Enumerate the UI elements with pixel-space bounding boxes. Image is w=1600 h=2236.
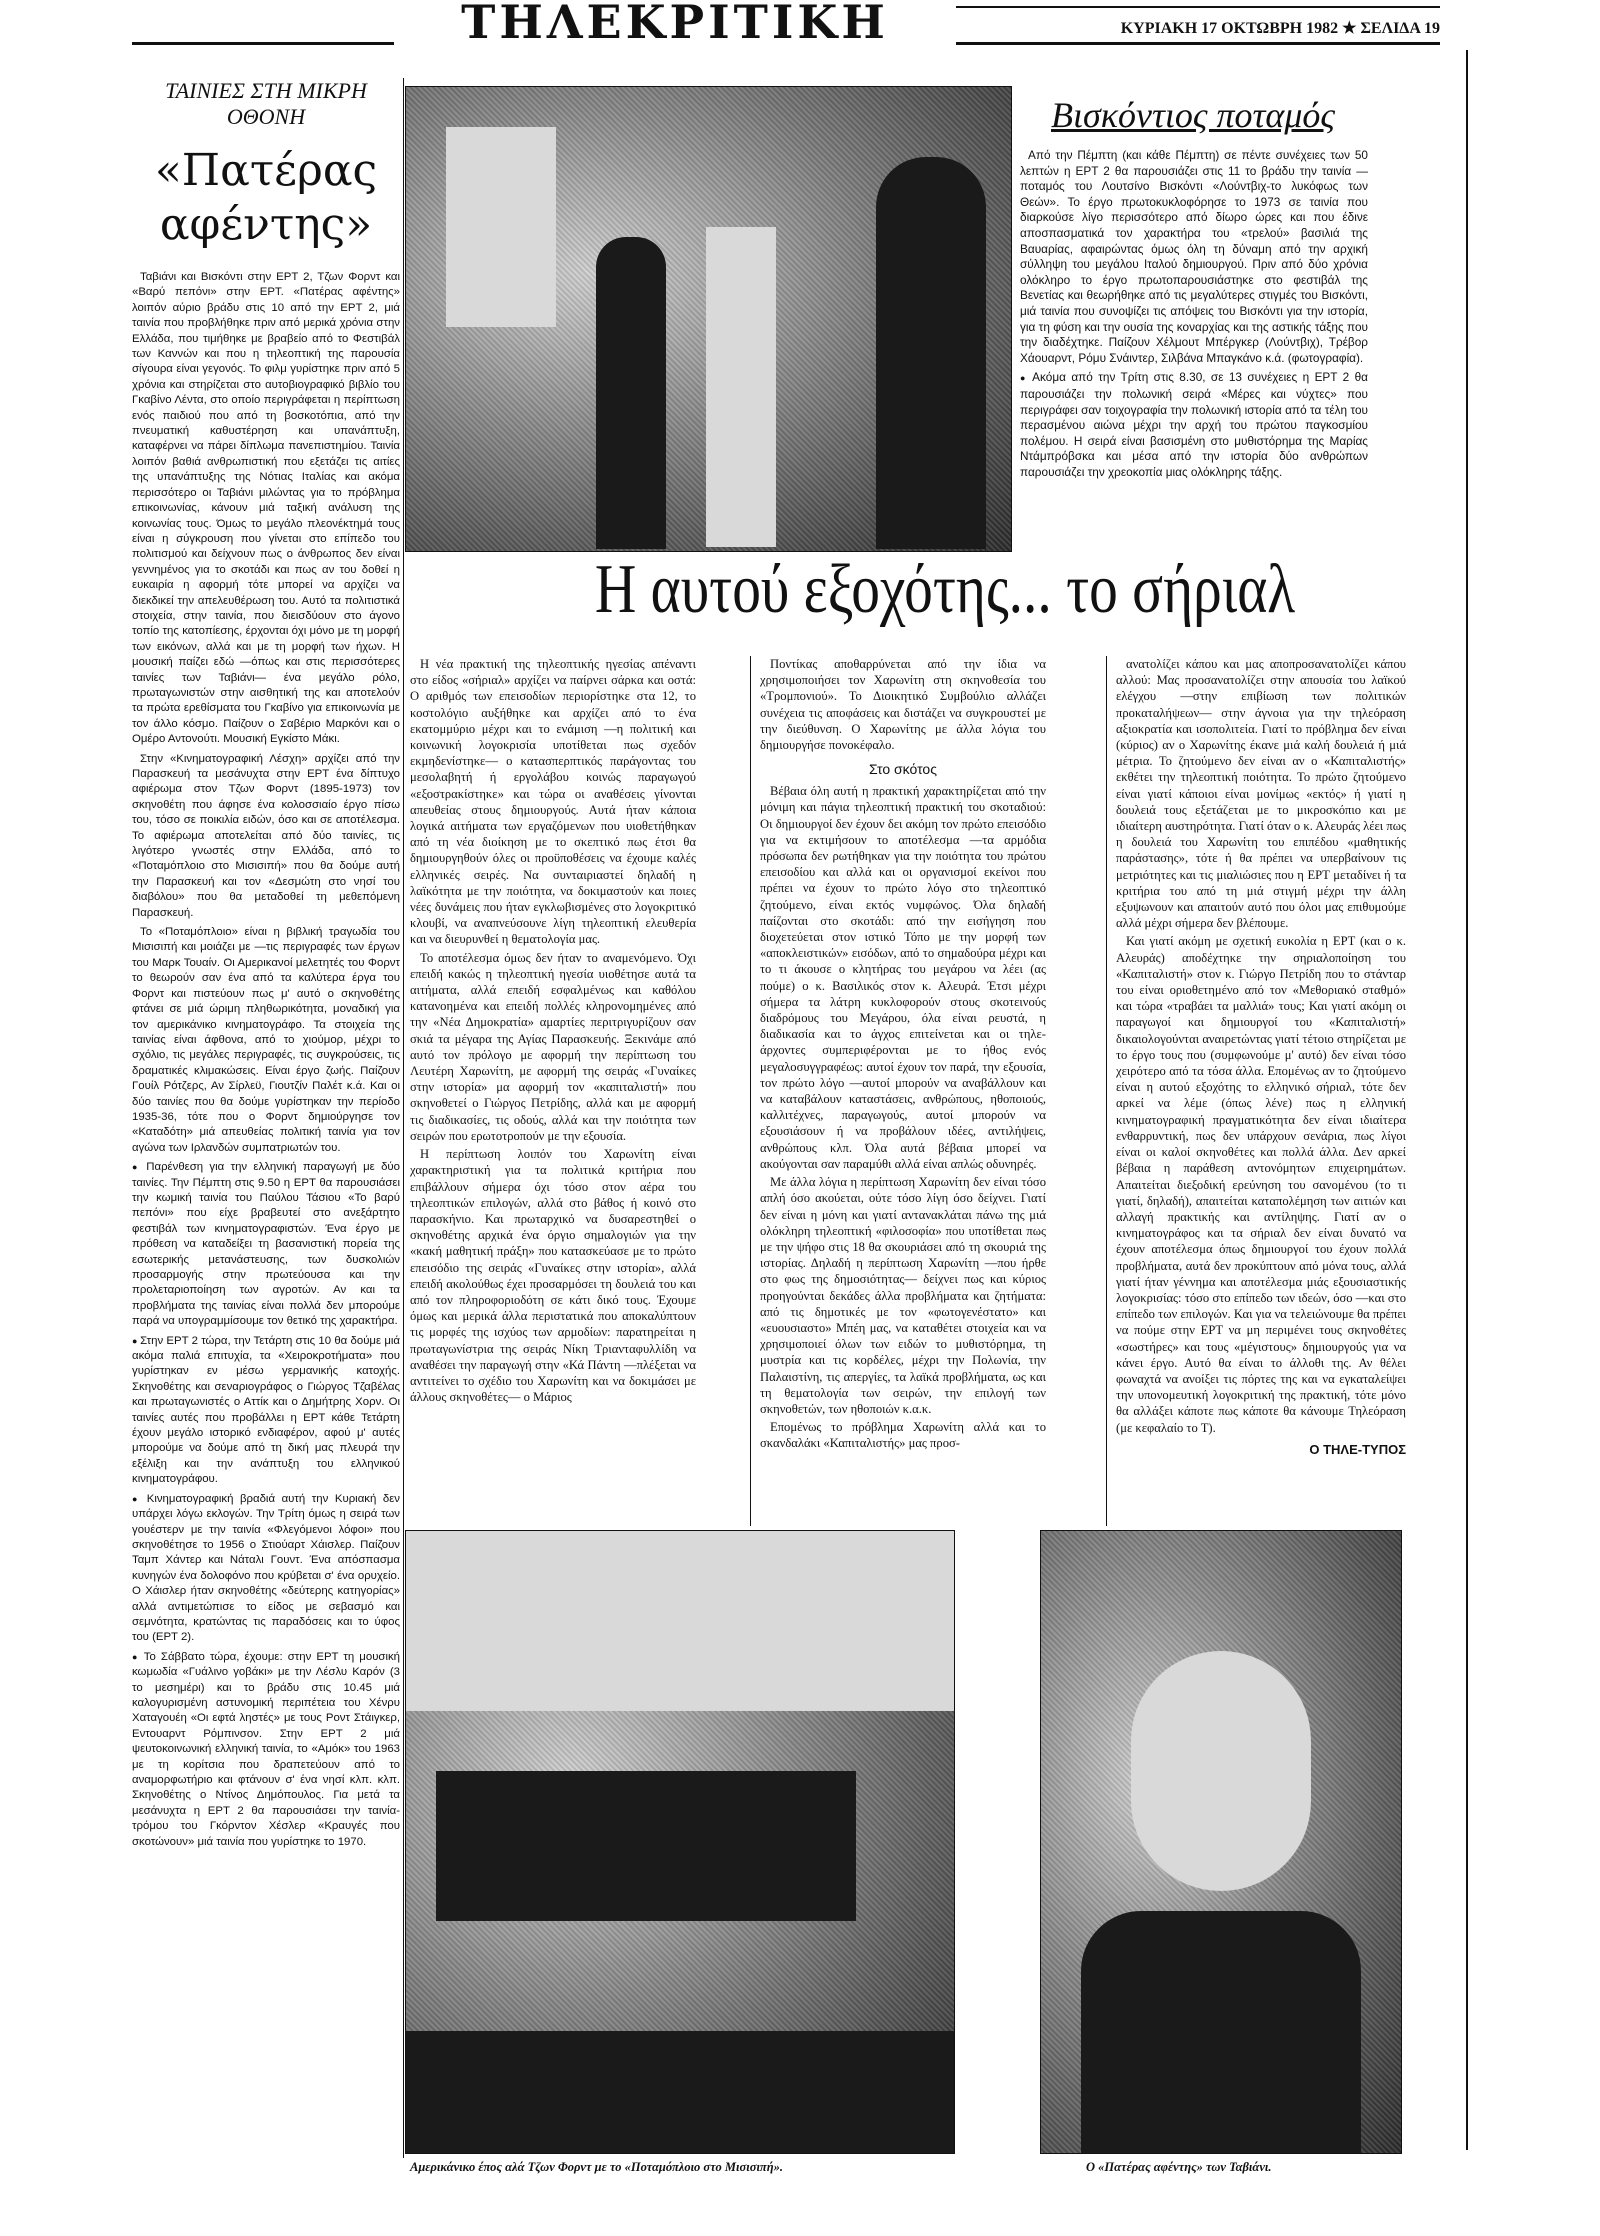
- left-kicker: ΤΑΙΝΙΕΣ ΣΤΗ ΜΙΚΡΗ ΟΘΟΝΗ: [165, 78, 367, 129]
- caption-right: Ο «Πατέρας αφέντης» των Ταβιάνι.: [1086, 2160, 1272, 2174]
- left-paragraph: Στην «Κινηματογραφική Λέσχη» αρχίζει από την Παρασκευή τα μεσάνυχτα στην ΕΡΤ ένα δίπτυχο αφιέρωμα στον Τζων Φορντ (1895-1973) τον σκηνοθέτη που άφησε ένα κολοσσιαίο έργο πίσω του, τόσο σε ποικιλία ειδών, όσο και σε αποτέλεσμα. Το αφιέρωμα αποτελείται από δύο ταινίες, τις λιγότερο γνωστές στην Ελλάδα, από το «Ποταμόπλοιο στο Μισισιπή» που θα δούμε αυτή την Παρασκευή και τον «Δεσμώτη στο νησί του διαβόλου» που θα μεταδοθεί τη μεθεπόμενη Παρασκευή.: [132, 752, 400, 919]
- signature: Ο ΤΗΛΕ-ΤΥΠΟΣ: [1309, 1441, 1406, 1457]
- masthead-title: ΤΗΛΕΚΡΙΤΙΚΗ: [461, 0, 889, 44]
- main-paragraph: Με άλλα λόγια η περίπτωση Χαρωνίτη δεν είναι τόσο απλή όσο ακούεται, ούτε τόσο λίγη όσο δείχνει. Γιατί δεν είναι η μόνη και γιατί αντανακλάται πάνω της μιά ολόκληρη τηλεοπτική «φιλοσοφία» που υποτίθεται πως με την ψήφο στις 18 θα σκουριάσει από τη σκουριά της ιστορίας. Δηλαδή η περίπτωση Χαρωνίτη —που ήρθε στο φως της δημοσιότητας— δείχνει πως και κύριος προηγούνται δεκάδες άλλα προβλήματα και ζητήματα: από τις δημοτικές με τον «φωτογενέστατο» και «ευουσιαστο» Μπέη μας, να καταθέτει στοιχεία και να χρησιμοποιεί όλων των ειδών το μυθιστόρημα, τη μυστρία και τις κορδέλες, μέχρι την Πολωνία, την Παλαιστίνη, τις απεργίες, τα λαϊκά προβλήματα, ως και τη θεματολογία των σειρών, την επιλογή των σκηνοθετών, των ηθοποιών κ.α.κ.: [760, 1175, 1046, 1416]
- visconti-body: [1020, 148, 1368, 484]
- main-paragraph: ανατολίζει κάπου και μας αποπροσανατολίζει κάπου αλλού: Μας προσανατολίζει στην απουσία του λαϊκού ελέγχου —στην επιβίωση των πολιτικών προκαταλήψεων— στην άγνοια για την τηλεόραση αξιοκρατία και ισοπολιτεία. Γιατί το πρόβλημα δεν είναι (κύριος) αν ο Χαρωνίτης έκανε μιά καλή δουλειά ή μιά μέτρια. Το ζητούμενο δεν είναι αν ο «Καπιταλιστής» εκθέτει την τηλεοπτική ποιότητα. Το πρώτο ζητούμενο είναι γιατί κάποιοι είναι μονίμως «εκτός» ή γιατί η δουλειά τους εξετάζεται με το μικροσκόπιο και με ιδιαίτερη αυστηρότητα. Γιατί όταν ο κ. Αλευράς λέει πως η δουλειά του Χαρωνίτη του επιπέδου «μαθητικής παράστασης», τότε ή θα πρέπει να υπερβαίνουν τις μετριότητες και τις μιαλιώσιες που η ΕΡΤ μεταδίνει ή τα κριτήρια του από τη μιά στιγμή μέχρι την άλλη εξυψωνουν και απαιτούν αυτό που όλοι μας επιθυμούμε αλλά μέχρι σήμερα δεν βλέπουμε.: [1116, 657, 1406, 931]
- masthead-rule-right: [956, 42, 1440, 45]
- main-paragraph: Η νέα πρακτική της τηλεοπτικής ηγεσίας απέναντι στο είδος «σήριαλ» αρχίζει να παίρνει σάρκα και οστά: Ο αριθμός των επεισοδίων περιορίστηκε στα 12, το κοστολόγιο αυξήθηκε και αρχίζει από το ένα εκατομμύριο μέχρι και το ενάμιση —η πολιτική και κοινωνική λογοκρισία υποτίθεται πως σχεδόν εκμηδενίστηκε— ο κατασπερπτικός παράγοντας του μεσολαβητή ή εργολάβου κοινώς παραγωγού «εξοστρακίστηκε» και τώρα οι αναθέσεις γίνονται απευθείας στους δημιουργούς. Αυτά ήταν κάποια λογικά αιτήματα των εργαζόμενων που υιοθετήθηκαν από τη νέα διοίκηση με το σκεπτικό πως έτσι θα δημιουργηθούν όλες οι προϋποθέσεις να έχουμε καλές ελληνικές σειρές. Να συνταιριαστεί δηλαδή η λαϊκότητα με την ποιότητα, να δοκιμαστούν και ποιες νέες δυνάμεις που ήταν εγκλωβισμένες στο λογοκριτικό κλουβί, να αναπνεύσουνε λίγη τηλεοπτική ελευθερία και να διευρυνθεί η θεματολογία μας.: [410, 657, 696, 947]
- visconti-bullet: ● Ακόμα από την Τρίτη στις 8.30, σε 13 συνέχειες η ΕΡΤ 2 θα παρουσιάζει την πολωνική σειρά «Μέρες και νύχτες» που περιγράφει σαν τοιχογραφία την πολωνική ιστορία από τα τέλη του περασμένου αιώνα μέχρι την αρχή του πρώτου παγκοσμίου πολέμου. Η σειρά είναι βασισμένη στο μυθιστόρημα της Μαρίας Ντάμπρόβσκα και μέσα από την ιστορία δύο ανθρώπων παρουσιάζει την χρεοκοπία μιας ολόκληρης τάξης.: [1020, 370, 1368, 480]
- column-rule: [1106, 656, 1107, 1526]
- visconti-title: Βισκόντιος ποταμός: [1051, 95, 1335, 135]
- photo-face: [1131, 1651, 1311, 1891]
- masthead-rule-left: [132, 42, 394, 45]
- frame-rule-right: [1466, 50, 1468, 2150]
- photo-figure-left: [596, 237, 666, 549]
- subhead: Στο σκότος: [869, 761, 937, 778]
- left-bullet: ● Στην ΕΡΤ 2 τώρα, την Τετάρτη στις 10 θα δούμε μιά ακόμα παλιά επιτυχία, τα «Χειροκροτήματα» που γυρίστηκαν εν μέσω γερμανικής κατοχής. Σκηνοθέτης και σεναριογράφος ο Γιώργος Τζαβέλας και πρωταγωνιστές ο Αττίκ και ο Δημήτρης Χορν. Οι ταινίες αυτές που προβάλλει η ΕΡΤ κάθε Τετάρτη έχουν μεγάλο ιστορικό ενδιαφέρον, αφού μ' αυτές μπορούμε να δούμε από τη δική μας πλευρά την εξέλιξη και την ανάπτυξη του ελληνικού κινηματογράφου.: [132, 1334, 400, 1488]
- left-bullet: ● Το Σάββατο τώρα, έχουμε: στην ΕΡΤ τη μουσική κωμωδία «Γυάλινο γοβάκι» με την Λέσλυ Καρόν (3 το μεσημέρι) και το βράδυ στις 10.45 μιά καλογυρισμένη αστυνομική περιπέτεια του Χένρυ Χαταγουέη «Οι εφτά ληστές» με τους Ροντ Στάιγκερ, Εντουαρντ Ρόμπινσον. Στην ΕΡΤ 2 μιά ψευτοκοινωνική ελληνική ταινία, το «Αμόκ» του 1963 με τη κορίτσια που δραπετεύουν από το αναμορφωτήριο και φτάνουν σ' ένα νησί κλπ. κλπ. Σκηνοθέτης ο Ντίνος Δημόπουλος. Για μετά τα μεσάνυχτα η ΕΡΤ 2 θα παρουσιάσει την ταινία-τρόμου του Γκόρντον Χέσλερ «Κραυγές που σκοτώνουν» μιά ταινία που γυρίστηκε το 1970.: [132, 1650, 400, 1850]
- main-column-1: [410, 656, 696, 1407]
- left-headline: «Πατέρας αφέντης»: [154, 145, 378, 250]
- photo-boat: [436, 1771, 856, 1921]
- riverboat-photo: [405, 1530, 955, 2154]
- visconti-paragraph: Από την Πέμπτη (και κάθε Πέμπτη) σε πέντε συνέχειες των 50 λεπτών η ΕΡΤ 2 θα παρουσιάζει στις 11 το βράδυ την ταινία —ποταμός του Λουτσίνο Βισκόντι «Λούντβιχ-το λυκόφως των Θεών». Το έργο πρωτοκυκλοφόρησε το 1973 σε ταινία που διαρκούσε λίγο περισσότερο από δίωρο ώρες και που έδινε αποσπασματικά τον χαρακτήρα του «τρελού» βασιλιά της Βαυαρίας, αφαιρώντας όμως όλη τη δύναμη από την αρχική σύλληψη του μεγάλου Ιταλού δημιουργού. Πριν από δύο χρόνια ολόκληρο το έργο πρωτοπαρουσιάστηκε στο φεστιβάλ της Βενετίας και θεωρήθηκε από τις μεγαλύτερες στιγμές του Βισκόντι, μιά ταινία που συνοψίζει τις απόψεις του Βισκόντι για την ιστορία, για τη φύση και την ουσία της κοναρχίας και της αστικής τάξης που την διαδέχτηκε. Παίζουν Χέλμουτ Μπέργκερ (Λούντβιχ), Τρέβορ Χάουαρντ, Ρόμυ Σνάιντερ, Σιλβάνα Μπαγκάνο κ.ά. (φωτογραφία).: [1020, 148, 1368, 365]
- column-rule: [750, 656, 751, 1526]
- photo-figure-light: [706, 227, 776, 547]
- caption-left: Αμερικάνικο έπος αλά Τζων Φορντ με το «Ποταμόπλοιο στο Μισισιπή».: [410, 2160, 783, 2174]
- photo-figure-dark: [876, 157, 986, 549]
- column-rule: [403, 78, 404, 2158]
- main-paragraph: Η περίπτωση λοιπόν του Χαρωνίτη είναι χαρακτηριστική για τα πολιτικά κριτήρια που επιβάλλουν σήμερα όχι τόσο στον αέρα του τηλεοπτικών επιλογών, αλλά στο βάθος ή κοινό στο παρασκήνιο. Και πρωταρχικό να δυσαρεστηθεί ο σκηνοθέτης αρχικά ένα όργιο σημαλογιών για την «κακή μαθητική πράξη» που κατασκεύασε με το πρώτο επεισόδιο της σειράς «Γυναίκες στην ιστορία», αλλά επειδή ακολούθως έχει προσαρμόσει τη δουλειά του και από τον πληροφοριοδότη σε κάτι δικό τους. Έχουμε όμως και μερικά άλλα περιστατικά που αποκαλύπτουν τις μορφές της ισχύος των αρμοδίων: παρατηρείται η πρωταγωνίστρια της σειράς Νίκη Τριανταφυλλίδη να αναθέσει την παραγωγή στην «Κά Πάντη —πλέξεται να αντιτείνει το σχέδιο του Χαρωνίτη και να δοκιμάσει με άλλους σκηνοθέτες— ο Μάριος: [410, 1147, 696, 1405]
- issue-line: ΚΥΡΙΑΚΗ 17 ΟΚΤΩΒΡΗ 1982 ★ ΣΕΛΙΔΑ 19: [1120, 20, 1440, 37]
- main-paragraph: Επομένως το πρόβλημα Χαρωνίτη αλλά και το σκανδαλάκι «Καπιταλιστής» μας προσ-: [760, 1420, 1046, 1451]
- left-paragraph: Ταβιάνι και Βισκόντι στην ΕΡΤ 2, Τζων Φορντ και «Βαρύ πεπόνι» στην ΕΡΤ. «Πατέρας αφέντης» λοιπόν αύριο βράδυ στις 10 από την ΕΡΤ 2, μιά ταινία που προβλήθηκε πριν από μερικά χρόνια στην Ελλάδα, που τιμήθηκε με βραβείο από το Φεστιβάλ των Καννών και που η τηλεοπτική της παρουσία σίγουρα είναι γεγονός. Το φιλμ γυρίστηκε πριν από 5 χρόνια και στηρίζεται στο αυτοβιογραφικό βιβλίο του Γκαβίνο Λέντα, στο οποίο περιγράφεται η περίπτωση ενός παιδιού που από τη βοσκοτόπια, από την πνευματική καθυστέρηση και υπανάπτυξη, καταφέρνει να πάρει δίπλωμα πανεπιστημίου. Ταινία λοιπόν βαθιά ανθρωπιστική που εξετάζει τις αιτίες της υπανάπτυξης της Νότιας Ιταλίας και ακόμα περισσότερο οι Ταβιάνι μιλώντας για το πρόβλημα επικοινωνίας, κάνουν μιά ταξική ανάλυση της κοινωνίας τους. Όμως το μεγάλο πλεονέκτημά τους είναι η σύγκρουση που γίνεται στο επίπεδο του πολιτισμού και δείχνουν πως ο άνθρωπος δεν είναι γεννημένος για το σκοτάδι και πως αν του δοθεί η ευκαιρία η αφορμή τότε μπορεί να αρχίζει να διεκδικεί την απελευθέρωση του. Αυτό τα πολιτιστικά στοιχεία, στην ταινία, που διεισδύουν στο άγονο τοπίο της κατοπίεσης, έρχονται όχι μόνο με τη μορφή των εικόνων, αλλά και με τη μορφή των ήχων. Η μουσική παίζει εδώ —όπως και στις περισσότερες ταινίες των Ταβιάνι— ένα μεγάλο ρόλο, πρωταγωνιστών στην αισθητική της και αποτελούν τα πρώτα ερεθίσματα του Γκαβίνο για επικοινωνία με τον άλλο κόσμο. Παίζουν ο Σαβέριο Μαρκόνι και ο Ομέρο Αντονούτι. Μουσική Εγκίστο Μάκι.: [132, 271, 400, 746]
- left-article: [132, 78, 400, 1854]
- main-paragraph: Το αποτέλεσμα όμως δεν ήταν το αναμενόμενο. Όχι επειδή κακώς η τηλεοπτική ηγεσία υιοθέτησε αυτά τα αιτήματα, αλλά επειδή εσφαλμένως και καθόλου κατανοημένα και επειδή πολλές κληρονομημένες από την «Νέα Δημοκρατία» αμαρτίες περιτριγυρίζουν σαν σκιά τα μέγαρα της Αγίας Παρασκευής. Ξεκινάμε από αυτό τον πρόλογο με αφορμή την περίπτωση του Λευτέρη Χαρωνίτη, με αφορμή της σειράς «Γυναίκες στην ιστορία» μα αφορμή τον «καπιταλιστή» που σκηνοθετεί ο Γιώργος Πετρίδης, αλλά και με αφορμή τις διαδικασίες, τις οδούς, αλλά και την ποιότητα των σειρών που ερωτοτροπούν με την εξουσία.: [410, 950, 696, 1143]
- main-paragraph: Βέβαια όλη αυτή η πρακτική χαρακτηρίζεται από την μόνιμη και πάγια τηλεοπτική πρακτική του σκοταδιού: Οι δημιουργοί δεν έχουν δει ακόμη τον πρώτο επεισόδιο για να εκτιμήσουν το αποτέλεσμα —τα αρμόδια πρόσωπα δεν ρωτήθηκαν για την ποιότητα του πρώτου επεισοδίου και αλλά και οι οργανισμοί εκείνοι που πρέπει να έχουν το πρώτο λόγο στο τηλεοπτικό ζητούμενο, είναι εκτός νυμφώνος. Όλα δηλαδή παίζονται στο σκοτάδι: από την εισήγηση που διοχετεύεται στον ιστικό Τόπο με την μορφή των «αποκλειστικών» εισόδων, από το σημαδούρα μέχρι και το τι άκουσε ο κλητήρας του μεγάρου να λέει (ας πούμε) ο κ. Βασιλικός στον κ. Αλευρά. Έτσι μέχρι σήμερα τα λάτρη κυκλοφορούν στους σκοτεινούς διαδρόμους του Μεγάρου, όλα είναι ρευστά, η διαδικασία και το άγχος επιτείνεται και οι τηλε-άρχοντες συμπεριφέρονται με το ήθος ενός μεγαλοσυγγραφέως: αυτοί έχουν τον παρά, την εξουσία, τον πρώτο λόγο —αυτοί μπορούν να αναβάλλουν και να καταβάλουν καταστάσεις, ανθρώπους, ηθοποιούς, καλλιτέχνες, παραγωγούς, αυτοί μπορούν να εξουσιάσουν ή να προβάλουν ιδέες, αντιλήψεις, ανθρώπους κλπ. Όλα αυτά βέβαια μπορεί να ακούγονται σαν παραμύθι αλλά είναι απλώς οδυνηρές.: [760, 784, 1046, 1171]
- photo-sky: [406, 1531, 954, 1711]
- main-column-3: [1116, 656, 1406, 1457]
- photo-shoulders: [1081, 1911, 1361, 2153]
- left-paragraph: Το «Ποταμόπλοιο» είναι η βιβλική τραγωδία του Μισισιπή και μοιάζει με —τις περιγραφές των έργων του Μαρκ Τουαίν. Οι Αμερικανοί μελετητές του Φορντ το θεωρούν σαν ένα από τα καλύτερα έργα του Φορντ και πιστεύουν πως μ' αυτό ο σκηνοθέτης φτάνει σε μιά ώριμη πληθωρικότητα, μοναδική για τον αμερικάνικο κινηματογράφο. Τα στοιχεία της ταινίας είναι άφθονα, από το χιούμορ, μέχρι το σχόλιο, τις μεγάλες περιγραφές, τις συγκρούσεις, τις δραματικές κλιμακώσεις. Είναι έργο ζωής. Παίζουν Γουίλ Ρότζερς, Αν Σίρλεϋ, Γιουτζίν Παλέτ κ.ά. Και οι δύο ταινίες που θα δούμε γυρίστηκαν την περίοδο 1935-36, τότε που ο Φορντ δημιούργησε τον «Καταδότη» μιά απευθείας πολιτική ταινία για τον αγώνα των Ιρλανδών συμπατριωτών του.: [132, 926, 400, 1154]
- photo-crowd: [406, 2031, 954, 2153]
- main-column-2: [760, 656, 1046, 1454]
- portrait-photo: [1040, 1530, 1402, 2154]
- masthead-rule-top: [956, 6, 1440, 8]
- left-bullet: ● Παρένθεση για την ελληνική παραγωγή με δύο ταινίες. Την Πέμπτη στις 9.50 η ΕΡΤ θα παρουσιάσει την κωμική ταινία του Παύλου Τάσιου «Το βαρύ πεπόνι» που είχε βραβευτεί στο ανεξάρτητο φεστιβάλ των κινηματογραφιστών. Ένα έργο με πρόθεση να καταδείξει τη βασανιστική πορεία της εσωτερικής μετανάστευσης, των δυσκολιών προσαρμογής στην πρωτεύουσα και την προλεταριοποίηση των αγροτών. Αν και τα προβλήματα της ταινίας είναι πολλά δεν μπορούμε παρά να υπογραμμίσουμε τον θετικό της χαρακτήρα.: [132, 1160, 400, 1329]
- photo-window: [446, 127, 556, 327]
- main-paragraph: Και γιατί ακόμη με σχετική ευκολία η ΕΡΤ (και ο κ. Αλευράς) αποδέχτηκε την σηριαλοποίηση του «Καπιταλιστή» στον κ. Γιώργο Πετρίδη που το στάνταρ του είναι οριοθετημένο από τον «Μεθοριακό σταθμό» και τώρα «τραβάει τα μαλλιά» τους; Και γιατί ακόμη οι παραγωγοί και δημιουργοί του «Καπιταλιστή» δικαιολογούνται αναιρετώντας γιατί τέτοιο στηρίζεται με το έργο τους που (συμφωνούμε μ' αυτό) δεν είναι τόσο χειρότερο από τα τόσα άλλα. Επομένως αν το ζητούμενο είναι η αυτού εξοχότης το ελληνικό σήριαλ, τότε δεν αρκεί να λέμε (όπως λένε) πως η ελληνική κινηματογραφική πραγματικότητα δεν είναι ιδιαίτερα ενθαρρυντική, πως δεν υπάρχουν σενάρια, πως λίγοι είναι οι καλοί σκηνοθέτες και πολλά άλλα. Δεν αρκεί βέβαια η παράθεση αντονόμητων επιχειρημάτων. Απαιτείται διεξοδική ερεύνηση του σανομένου (το τι γιατί, δηλαδή), απαιτείται καταπολέμηση των αιτιών και αλλαγή πρακτικής και αντίληψης. Γιατί αν ο κινηματογράφος και τα σήριαλ δεν είναι δυνατό να έχουν αποτέλεσμα όπως δημιουργοί του έχουν πολλά προβλήματα, αυτά δεν προκύπτουν από μόνα τους, αλλά γιατί ήταν γέννημα και αποτέλεσμα μιάς εξουσιαστικής λογοκρισίας: τόσο στο επίπεδο των ιδεών, όσο —και στο επίπεδο των επιλογών. Και για να τελειώνουμε θα πρέπει να πούμε στην ΕΡΤ να μη περιμένει τους σκηνοθέτες «σωστήρες» και τους «μέγιστους» δημιουργούς για να κάνει έργο. Αυτό θα είναι το άλλοθι της. Αν θέλει φωναχτά να ανοίξει τις πόρτες της και να εγκαταλείψει την υπονομευτική λογοκριτική της πρακτική, τότε μόνο θα αλλάξει κάποτε πως κάποτε θα κάνουμε Τηλεόραση (με κεφαλαίο το Τ).: [1116, 934, 1406, 1435]
- visconti-photo: [405, 86, 1012, 552]
- left-bullet: ● Κινηματογραφική βραδιά αυτή την Κυριακή δεν υπάρχει λόγω εκλογών. Την Τρίτη όμως η σειρά των γουέστερν με την ταινία «Φλεγόμενοι λόφοι» που σκηνοθέτησε το 1956 ο Στιούαρτ Χάισλερ. Παίζουν Ταμπ Χάντερ και Νάταλι Γουντ. Ένα απόσπασμα κυνηγών ένα δολοφόνο που κρύβεται σ' ένα ορυχείο. Ο Χάισλερ ήταν σκηνοθέτης «δεύτερης κατηγορίας» αλλά αντιμετώπισε το είδος με σεβασμό και σεμνότητα, κρατώντας τις παραδόσεις και το ύφος του (ΕΡΤ 2).: [132, 1492, 400, 1646]
- main-paragraph: Ποντίκας αποθαρρύνεται από την ίδια να χρησιμοποιήσει τον Χαρωνίτη στη σκηνοθεσία του «Τρομπονιού». Το Διοικητικό Συμβούλιο αλλάζει συνέχεια τις αποφάσεις και διστάζει να συγκρουστεί με την διεύθυνση. Ο Χαρωνίτης με άλλα λόγια του δημιουργήσε πονοκέφαλο.: [760, 657, 1046, 753]
- main-headline: Η αυτού εξοχότης... το σήριαλ: [594, 551, 1296, 628]
